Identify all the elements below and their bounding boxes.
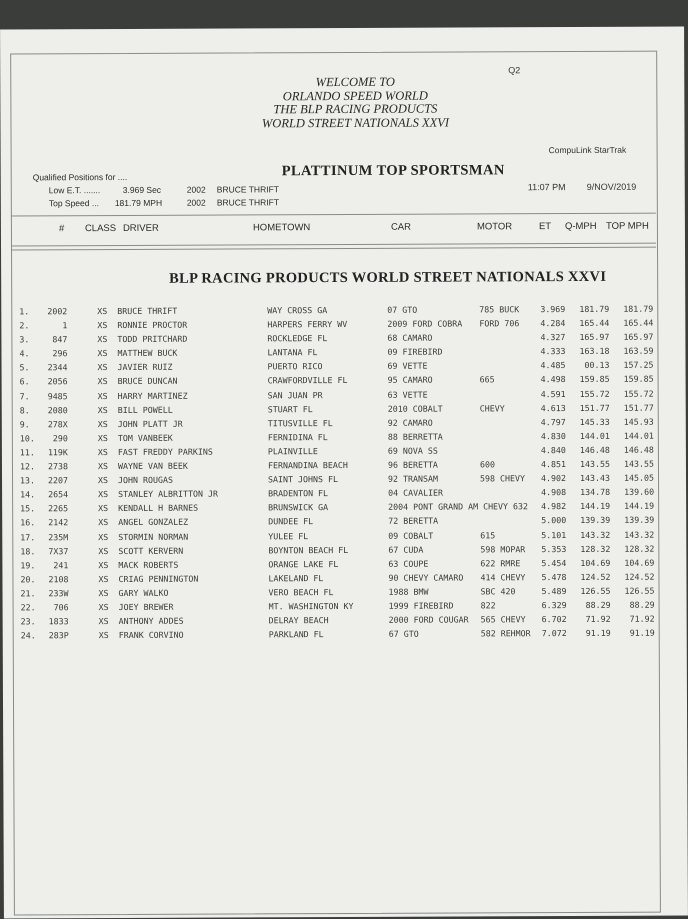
cell-et: 4.840: [526, 443, 566, 457]
cell-car: 67 CUDA: [388, 542, 423, 556]
cell-et: 5.454: [526, 556, 566, 570]
cell-class: XS: [98, 431, 108, 445]
cell-car: 63 COUPE: [388, 556, 428, 570]
cell-car: 90 CHEVY CAMARO: [388, 570, 463, 584]
cell-motor: 565 CHEVY: [481, 612, 526, 626]
cell-et: 6.702: [527, 612, 567, 626]
table-row: [3, 626, 687, 643]
cell-class: XS: [97, 346, 107, 360]
event-line: WORLD STREET NATIONALS XXVI: [210, 116, 500, 131]
cell-et: 5.101: [526, 528, 566, 542]
cell-driver: JOHN PLATT JR: [118, 416, 183, 430]
low-et-year: 2002: [187, 184, 206, 197]
cell-top-mph: 145.05: [610, 471, 654, 485]
cell-class: XS: [97, 332, 107, 346]
cell-top-mph: 139.60: [610, 485, 654, 499]
sponsor-line: THE BLP RACING PRODUCTS: [210, 102, 500, 117]
cell-hometown: ROCKLEDGE FL: [267, 331, 327, 345]
cell-motor: FORD 706: [479, 316, 519, 330]
cell-et: 4.797: [526, 415, 566, 429]
cell-hometown: LANTANA FL: [267, 345, 317, 359]
cell-car: 07 GTO: [387, 303, 417, 317]
cell-car-number: 2207: [12, 473, 68, 487]
cell-car: 72 BERETTA: [388, 514, 438, 528]
cell-car-number: 241: [12, 558, 68, 572]
cell-car-number: 2002: [11, 304, 67, 318]
low-et-value: 3.969 Sec: [123, 184, 161, 197]
column-hometown: HOMETOWN: [253, 222, 310, 233]
top-speed-driver: BRUCE THRIFT: [217, 196, 279, 209]
cell-q-mph: 159.85: [566, 372, 610, 386]
cell-top-mph: 71.92: [611, 612, 655, 626]
cell-hometown: BRUNSWICK GA: [268, 500, 328, 514]
cell-class: XS: [98, 459, 108, 473]
cell-top-mph: 144.19: [610, 499, 654, 513]
cell-position: 5.: [20, 361, 30, 375]
cell-car-number: 847: [11, 332, 67, 346]
cell-driver: FRANK CORVINO: [119, 628, 184, 642]
column-top-mph: TOP MPH: [606, 221, 649, 232]
cell-et: 4.851: [526, 457, 566, 471]
cell-motor: 785 BUCK: [479, 302, 519, 316]
cell-hometown: PLAINVILLE: [268, 444, 318, 458]
cell-car-number: 2080: [12, 403, 68, 417]
cell-q-mph: 143.32: [566, 527, 610, 541]
cell-position: 1.: [19, 304, 29, 318]
cell-q-mph: 134.78: [566, 485, 610, 499]
cell-et: 4.485: [526, 358, 566, 372]
cell-motor: CHEVY: [480, 401, 505, 415]
cell-et: 7.072: [527, 626, 567, 640]
cell-driver: ANGEL GONZALEZ: [118, 515, 188, 529]
cell-q-mph: 71.92: [567, 612, 611, 626]
cell-driver: FAST FREDDY PARKINS: [118, 445, 213, 459]
cell-position: 7.: [20, 389, 30, 403]
low-et-driver: BRUCE THRIFT: [217, 183, 279, 196]
cell-top-mph: 163.59: [609, 344, 653, 358]
cell-driver: MATTHEW BUCK: [117, 346, 177, 360]
cell-top-mph: 144.01: [610, 428, 654, 442]
cell-q-mph: 163.18: [565, 344, 609, 358]
cell-driver: BILL POWELL: [118, 402, 173, 416]
cell-hometown: PARKLAND FL: [269, 627, 324, 641]
cell-hometown: SAN JUAN PR: [268, 388, 323, 402]
cell-motor: 600: [480, 457, 495, 471]
cell-car-number: 119K: [12, 445, 68, 459]
cell-car: 1988 BMW: [388, 585, 428, 599]
cell-q-mph: 128.32: [566, 541, 610, 555]
cell-q-mph: 91.19: [567, 626, 611, 640]
cell-car-number: 283P: [13, 628, 69, 642]
column-class: CLASS: [85, 223, 116, 234]
cell-car-number: 290: [12, 431, 68, 445]
cell-car: 68 CAMARO: [387, 331, 432, 345]
cell-position: 9.: [20, 417, 30, 431]
cell-motor: 414 CHEVY: [480, 570, 525, 584]
cell-car: 09 FIREBIRD: [387, 345, 442, 359]
cell-top-mph: 181.79: [609, 302, 653, 316]
class-title: PLATTINUM TOP SPORTSMAN: [282, 162, 505, 180]
cell-q-mph: 144.19: [566, 499, 610, 513]
cell-position: 10.: [20, 431, 35, 445]
cell-motor: 598 CHEVY: [480, 471, 525, 485]
track-name: ORLANDO SPEED WORLD: [210, 89, 500, 104]
cell-class: XS: [98, 544, 108, 558]
cell-q-mph: 143.43: [566, 471, 610, 485]
cell-car-number: 2344: [12, 361, 68, 375]
cell-car-number: 2108: [12, 572, 68, 586]
cell-top-mph: 143.55: [610, 457, 654, 471]
cell-car: 2004 PONT GRAND AM CHEVY 632: [388, 500, 528, 515]
cell-car: 67 GTO: [389, 627, 419, 641]
cell-position: 20.: [20, 572, 35, 586]
cell-driver: SCOTT KERVERN: [118, 543, 183, 557]
cell-top-mph: 143.32: [610, 527, 654, 541]
cell-driver: BRUCE THRIFT: [117, 304, 177, 318]
cell-class: XS: [99, 628, 109, 642]
cell-class: XS: [98, 572, 108, 586]
cell-et: 4.982: [526, 499, 566, 513]
cell-driver: HARRY MARTINEZ: [118, 388, 188, 402]
cell-q-mph: 124.52: [566, 570, 610, 584]
cell-q-mph: 139.39: [566, 513, 610, 527]
cell-top-mph: 145.93: [610, 414, 654, 428]
cell-car-number: 2738: [12, 459, 68, 473]
event-title: BLP RACING PRODUCTS WORLD STREET NATIONALS XXVI: [169, 269, 606, 288]
cell-car-number: 1833: [13, 614, 69, 628]
cell-et: 4.327: [525, 330, 565, 344]
cell-car: 2009 FORD COBRA: [387, 317, 462, 331]
cell-top-mph: 124.52: [610, 569, 654, 583]
cell-car: 04 CAVALIER: [388, 486, 443, 500]
column-et: ET: [539, 221, 551, 232]
results-sheet: [0, 27, 688, 919]
cell-driver: TODD PRITCHARD: [117, 332, 187, 346]
cell-hometown: STUART FL: [268, 402, 313, 416]
column-pos: #: [59, 223, 64, 234]
cell-car: 2000 FORD COUGAR: [389, 613, 469, 627]
cell-driver: KENDALL H BARNES: [118, 501, 198, 515]
cell-position: 11.: [20, 445, 35, 459]
qualified-label: Qualified Positions for ....: [33, 171, 128, 184]
cell-car-number: 7X37: [12, 544, 68, 558]
cell-hometown: BRADENTON FL: [268, 486, 328, 500]
cell-top-mph: 159.85: [610, 372, 654, 386]
cell-et: 3.969: [525, 302, 565, 316]
cell-class: XS: [98, 403, 108, 417]
cell-car: 69 NOVA SS: [388, 444, 438, 458]
cell-q-mph: 181.79: [565, 302, 609, 316]
cell-et: 4.498: [526, 373, 566, 387]
cell-car: 95 CAMARO: [388, 373, 433, 387]
cell-position: 12.: [20, 459, 35, 473]
cell-et: 4.333: [525, 344, 565, 358]
cell-top-mph: 104.69: [610, 555, 654, 569]
cell-hometown: DUNDEE FL: [268, 515, 313, 529]
cell-class: XS: [98, 586, 108, 600]
cell-car-number: 2654: [12, 487, 68, 501]
top-speed-year: 2002: [187, 197, 206, 210]
cell-q-mph: 155.72: [566, 386, 610, 400]
cell-hometown: VERO BEACH FL: [268, 585, 333, 599]
cell-class: XS: [97, 318, 107, 332]
cell-q-mph: 88.29: [567, 598, 611, 612]
cell-q-mph: 146.48: [566, 443, 610, 457]
cell-class: XS: [98, 558, 108, 572]
cell-position: 16.: [20, 516, 35, 530]
cell-et: 5.000: [526, 513, 566, 527]
cell-class: XS: [98, 501, 108, 515]
cell-hometown: FERNIDINA FL: [268, 430, 328, 444]
cell-hometown: CRAWFORDVILLE FL: [268, 373, 348, 387]
cell-hometown: PUERTO RICO: [268, 359, 323, 373]
cell-motor: 622 RMRE: [480, 556, 520, 570]
cell-driver: JOEY BREWER: [119, 600, 174, 614]
cell-top-mph: 151.77: [610, 400, 654, 414]
cell-motor: 615: [480, 528, 495, 542]
cell-hometown: FERNANDINA BEACH: [268, 458, 348, 472]
cell-et: 5.353: [526, 542, 566, 556]
cell-position: 21.: [20, 586, 35, 600]
cell-driver: CRIAG PENNINGTON: [118, 571, 198, 585]
cell-top-mph: 128.32: [610, 541, 654, 555]
cell-car-number: 2265: [12, 502, 68, 516]
column-driver: DRIVER: [123, 223, 159, 234]
cell-position: 17.: [20, 530, 35, 544]
cell-driver: STANLEY ALBRITTON JR: [118, 487, 218, 501]
welcome-banner: [210, 75, 500, 130]
cell-driver: TOM VANBEEK: [118, 431, 173, 445]
cell-position: 15.: [20, 502, 35, 516]
cell-q-mph: 151.77: [566, 400, 610, 414]
cell-q-mph: 165.97: [565, 330, 609, 344]
cell-top-mph: 157.25: [610, 358, 654, 372]
cell-car-number: 1: [11, 318, 67, 332]
cell-motor: 598 MOPAR: [480, 542, 525, 556]
cell-position: 22.: [21, 600, 36, 614]
cell-top-mph: 165.44: [609, 316, 653, 330]
cell-car-number: 235M: [12, 530, 68, 544]
cell-hometown: DELRAY BEACH: [269, 613, 329, 627]
cell-car: 96 BERETTA: [388, 458, 438, 472]
cell-hometown: ORANGE LAKE FL: [268, 557, 338, 571]
cell-driver: MACK ROBERTS: [118, 557, 178, 571]
cell-car: 92 TRANSAM: [388, 472, 438, 486]
cell-class: XS: [98, 487, 108, 501]
cell-car: 2010 COBALT: [388, 401, 443, 415]
cell-motor: SBC 420: [480, 584, 515, 598]
cell-car-number: 2056: [12, 375, 68, 389]
cell-car: 1999 FIREBIRD: [389, 598, 454, 612]
cell-class: XS: [98, 515, 108, 529]
cell-car: 69 VETTE: [388, 359, 428, 373]
column-car: CAR: [391, 222, 411, 233]
cell-class: XS: [98, 530, 108, 544]
cell-position: 24.: [21, 629, 36, 643]
cell-position: 6.: [20, 375, 30, 389]
column-qmph: Q-MPH: [565, 221, 597, 232]
cell-et: 4.902: [526, 471, 566, 485]
cell-car: 92 CAMARO: [388, 415, 433, 429]
cell-hometown: TITUSVILLE FL: [268, 416, 333, 430]
report-time: 11:07 PM: [528, 182, 566, 192]
cell-class: XS: [99, 600, 109, 614]
cell-q-mph: 00.13: [566, 358, 610, 372]
cell-q-mph: 126.55: [566, 584, 610, 598]
cell-top-mph: 155.72: [610, 386, 654, 400]
cell-top-mph: 139.39: [610, 513, 654, 527]
page-code: Q2: [508, 65, 520, 75]
cell-driver: BRUCE DUNCAN: [118, 374, 178, 388]
cell-et: 4.830: [526, 429, 566, 443]
cell-car-number: 233W: [12, 586, 68, 600]
cell-et: 4.908: [526, 485, 566, 499]
welcome-line: WELCOME TO: [210, 75, 500, 90]
cell-position: 8.: [20, 403, 30, 417]
cell-class: XS: [98, 360, 108, 374]
cell-car-number: 9485: [12, 389, 68, 403]
cell-car: 63 VETTE: [388, 387, 428, 401]
cell-position: 23.: [21, 614, 36, 628]
cell-hometown: LAKELAND FL: [268, 571, 323, 585]
top-speed-label: Top Speed ...: [49, 197, 99, 210]
cell-top-mph: 126.55: [610, 584, 654, 598]
cell-position: 19.: [20, 558, 35, 572]
cell-motor: 822: [481, 598, 496, 612]
cell-motor: 665: [480, 373, 495, 387]
cell-class: XS: [99, 614, 109, 628]
low-et-label: Low E.T. .......: [49, 184, 101, 197]
cell-driver: RONNIE PROCTOR: [117, 318, 187, 332]
cell-top-mph: 91.19: [611, 626, 655, 640]
cell-et: 5.478: [526, 570, 566, 584]
cell-et: 4.591: [526, 387, 566, 401]
cell-hometown: MT. WASHINGTON KY: [269, 599, 354, 613]
cell-class: XS: [98, 445, 108, 459]
cell-hometown: WAY CROSS GA: [267, 303, 327, 317]
cell-hometown: HARPERS FERRY WV: [267, 317, 347, 331]
cell-class: XS: [98, 374, 108, 388]
cell-car: 88 BERRETTA: [388, 429, 443, 443]
cell-driver: WAYNE VAN BEEK: [118, 459, 188, 473]
column-motor: MOTOR: [477, 221, 512, 232]
report-date: 9/NOV/2019: [587, 182, 637, 192]
cell-top-mph: 165.97: [609, 330, 653, 344]
cell-position: 13.: [20, 473, 35, 487]
cell-position: 3.: [19, 333, 29, 347]
cell-et: 4.284: [525, 316, 565, 330]
top-speed-value: 181.79 MPH: [115, 197, 162, 210]
cell-car-number: 706: [13, 600, 69, 614]
cell-q-mph: 145.33: [566, 415, 610, 429]
cell-driver: GARY WALKO: [118, 586, 168, 600]
cell-class: XS: [98, 473, 108, 487]
cell-position: 2.: [19, 318, 29, 332]
cell-top-mph: 88.29: [611, 598, 655, 612]
cell-class: XS: [98, 417, 108, 431]
cell-driver: JAVIER RUIZ: [118, 360, 173, 374]
results-table: [1, 302, 686, 643]
timing-system: CompuLink StarTrak: [549, 145, 627, 155]
cell-et: 5.489: [526, 584, 566, 598]
cell-driver: JOHN ROUGAS: [118, 473, 173, 487]
cell-q-mph: 144.01: [566, 429, 610, 443]
cell-driver: STORMIN NORMAN: [118, 529, 188, 543]
cell-position: 4.: [19, 347, 29, 361]
cell-car: 09 COBALT: [388, 528, 433, 542]
cell-driver: ANTHONY ADDES: [119, 614, 184, 628]
cell-q-mph: 143.55: [566, 457, 610, 471]
cell-q-mph: 165.44: [565, 316, 609, 330]
cell-position: 18.: [20, 544, 35, 558]
cell-et: 4.613: [526, 401, 566, 415]
cell-top-mph: 146.48: [610, 443, 654, 457]
cell-position: 14.: [20, 488, 35, 502]
cell-car-number: 278X: [12, 417, 68, 431]
cell-car-number: 2142: [12, 516, 68, 530]
cell-car-number: 296: [11, 346, 67, 360]
cell-class: XS: [97, 304, 107, 318]
cell-motor: 582 REHMOR: [481, 626, 531, 640]
cell-hometown: YULEE FL: [268, 529, 308, 543]
cell-et: 6.329: [527, 598, 567, 612]
cell-hometown: SAINT JOHNS FL: [268, 472, 338, 486]
cell-hometown: BOYNTON BEACH FL: [268, 543, 348, 557]
cell-q-mph: 104.69: [566, 556, 610, 570]
cell-class: XS: [98, 389, 108, 403]
